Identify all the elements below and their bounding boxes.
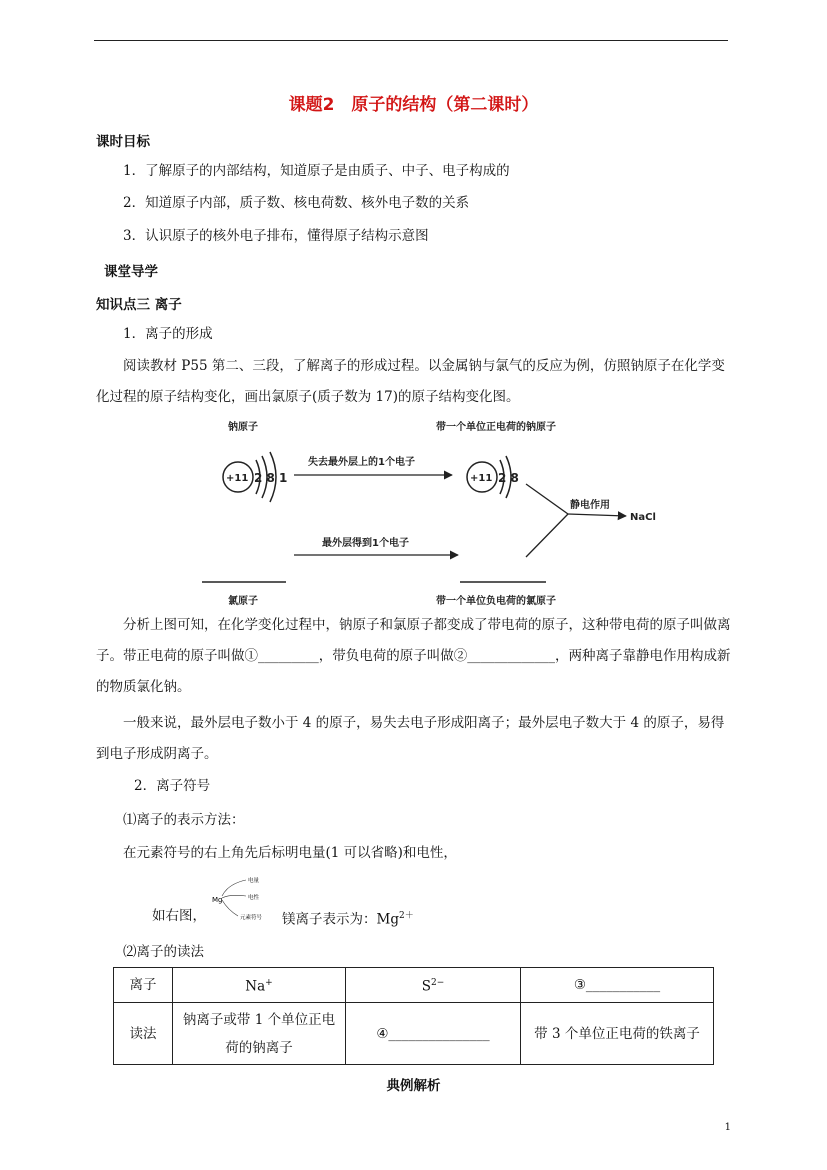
mini-label: 电量 — [248, 878, 260, 884]
electron-shells: 2 8 — [498, 471, 519, 485]
table-cell: 钠离子或带 1 个单位正电荷的钠离子 — [173, 1003, 346, 1065]
label-chlorine-ion: 带一个单位负电荷的氯原子 — [436, 596, 556, 607]
label-chlorine-atom: 氯原子 — [228, 596, 258, 607]
header-rule — [94, 40, 728, 41]
mini-label: 电性 — [248, 895, 260, 901]
mini-line — [222, 880, 246, 896]
example-text: 镁离子表示为：$Mg^{2+}$ — [282, 911, 414, 928]
example-prefix: 如右图， — [152, 908, 206, 924]
subsection-heading: 2．离子符号 — [134, 778, 211, 794]
table-cell: 离子 — [114, 968, 173, 1003]
converge-line — [526, 484, 568, 514]
subsection-heading: ⑵离子的读法 — [123, 944, 204, 960]
section-heading: 典例解析 — [386, 1078, 441, 1094]
paragraph: 在元素符号的右上角先后标明电量(1 可以省略)和电性， — [123, 845, 457, 861]
objective-item: 1．了解原子的内部结构，知道原子是由质子、中子、电子构成的 — [123, 163, 510, 179]
mini-line — [222, 895, 246, 898]
table-cell: ③___________ — [521, 968, 714, 1003]
objectives-heading: 课时目标 — [96, 134, 150, 150]
table-cell: $S^{2-}$ — [346, 968, 521, 1003]
guide-heading: 课堂导学 — [104, 264, 158, 280]
table-row — [114, 1003, 714, 1065]
mini-line — [222, 900, 238, 916]
table-row — [114, 968, 714, 1003]
ion-formation-diagram — [190, 412, 670, 612]
converge-line — [526, 514, 568, 557]
paragraph: 一般来说，最外层电子数小于 4 的原子，易失去电子形成阳离子；最外层电子数大于 4 的原子，易得到电子形成阴离子。 — [96, 715, 725, 762]
label-sodium-atom: 钠原子 — [228, 422, 258, 433]
subsection-heading: 1．离子的形成 — [123, 326, 213, 342]
knowledge-point-heading: 知识点三 离子 — [96, 297, 182, 313]
arrow-top-label: 失去最外层上的1个电子 — [308, 457, 415, 468]
nucleus-charge: +11 — [226, 473, 249, 484]
product-label: NaCl — [630, 512, 656, 523]
table-cell: ④_______________ — [346, 1003, 521, 1065]
arrow-to-product — [568, 514, 626, 516]
mini-symbol: Mg — [212, 896, 223, 904]
page-number: 1 — [724, 1122, 731, 1133]
paragraph: 阅读教材 P55 第二、三段，了解离子的形成过程。以金属钠与氯气的反应为例，仿照钠原子在化学变化过程的原子结构变化，画出氯原子(质子数为 17)的原子结构变化图。 — [96, 358, 725, 405]
arrow-bottom-label: 最外层得到1个电子 — [322, 538, 409, 549]
paragraph: 分析上图可知，在化学变化过程中，钠原子和氯原子都变成了带电荷的原子，这种带电荷的原子叫做离子。带正电荷的原子叫做①_________，带负电荷的原子叫做②_____________，两种离子靠静电作用构成新的物质氯化钠。 — [96, 617, 731, 695]
objective-item: 2．知道原子内部，质子数、核电荷数、核外电子数的关系 — [123, 195, 470, 211]
subsection-heading: ⑴离子的表示方法： — [123, 812, 245, 828]
objective-item: 3．认识原子的核外电子排布，懂得原子结构示意图 — [123, 228, 429, 244]
page-title: 课题2 原子的结构（第二课时） — [288, 95, 539, 115]
table-cell: Na+ — [173, 968, 346, 1003]
table-cell: 带 3 个单位正电荷的铁离子 — [521, 1003, 714, 1065]
label-sodium-ion: 带一个单位正电荷的钠原子 — [436, 422, 556, 433]
electrostatic-label: 静电作用 — [570, 500, 610, 511]
electron-shells: 2 8 1 — [254, 471, 288, 485]
table-cell: 读法 — [114, 1003, 173, 1065]
ion-reading-table — [113, 967, 714, 1065]
mini-label: 元素符号 — [240, 915, 263, 921]
ion-notation-mini-diagram — [210, 872, 274, 924]
nucleus-charge: +11 — [470, 473, 493, 484]
